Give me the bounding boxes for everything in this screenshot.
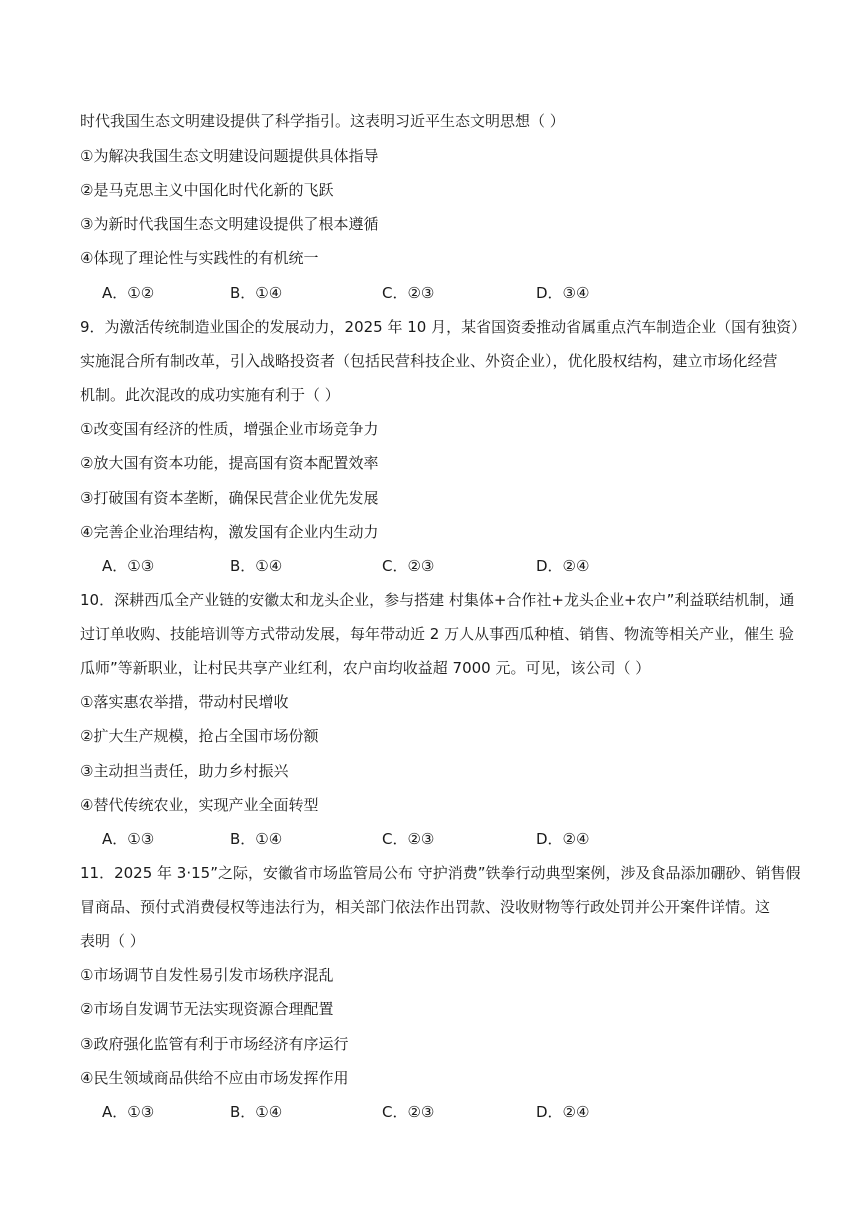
q11-statement-2: ②市场自发调节无法实现资源合理配置 [80, 1000, 334, 1018]
q11-statement-4: ④民生领域商品供给不应由市场发挥作用 [80, 1069, 349, 1087]
q9-statement-1: ①改变国有经济的性质，增强企业市场竞争力 [80, 420, 379, 438]
q8-option-d[interactable]: D．③④ [536, 284, 590, 302]
q8-options [102, 283, 802, 303]
q11-statement-3: ③政府强化监管有利于市场经济有序运行 [80, 1035, 349, 1053]
q10-statement-4: ④替代传统农业，实现产业全面转型 [80, 796, 319, 814]
q11-statement-1: ①市场调节自发性易引发市场秩序混乱 [80, 966, 334, 984]
q11-option-b[interactable]: B．①④ [230, 1103, 283, 1121]
q9-statement-3: ③打破国有资本垄断，确保民营企业优先发展 [80, 489, 379, 507]
q9-option-b[interactable]: B．①④ [230, 557, 283, 575]
q9-statement-4: ④完善企业治理结构，激发国有企业内生动力 [80, 523, 379, 541]
q10-stem-line-2: 过订单收购、技能培训等方式带动发展，每年带动近 2 万人从事西瓜种植、销售、物流等相关产业，催生 验 [80, 625, 794, 643]
q9-option-c[interactable]: C．②③ [382, 557, 435, 575]
q9-option-a[interactable]: A．①③ [102, 557, 155, 575]
q8-option-b[interactable]: B．①④ [230, 284, 283, 302]
q9-stem-line-2: 实施混合所有制改革，引入战略投资者（包括民营科技企业、外资企业），优化股权结构，建立市场化经营 [80, 352, 778, 370]
q8-statement-1: ①为解决我国生态文明建设问题提供具体指导 [80, 147, 379, 165]
q8-statement-3: ③为新时代我国生态文明建设提供了根本遵循 [80, 215, 379, 233]
q9-stem-line-1: 9．为激活传统制造业国企的发展动力，2025 年 10 月，某省国资委推动省属重点汽车制造企业（国有独资） [80, 318, 807, 336]
q11-options [102, 1102, 802, 1122]
q10-option-c[interactable]: C．②③ [382, 830, 435, 848]
q9-statement-2: ②放大国有资本功能，提高国有资本配置效率 [80, 454, 379, 472]
q11-stem-line-2: 冒商品、预付式消费侵权等违法行为，相关部门依法作出罚款、没收财物等行政处罚并公开案件详情。这 [80, 898, 771, 916]
q10-option-a[interactable]: A．①③ [102, 830, 155, 848]
q11-option-c[interactable]: C．②③ [382, 1103, 435, 1121]
q10-statement-2: ②扩大生产规模，抢占全国市场份额 [80, 727, 319, 745]
q8-option-a[interactable]: A．①② [102, 284, 155, 302]
q10-options [102, 829, 802, 849]
q11-option-d[interactable]: D．②④ [536, 1103, 590, 1121]
q10-stem-line-3: 瓜师”等新职业，让村民共享产业红利，农户亩均收益超 7000 元。可见，该公司（ ） [80, 659, 651, 677]
q10-option-b[interactable]: B．①④ [230, 830, 283, 848]
q11-stem-line-1: 11．2025 年 3·15”之际，安徽省市场监管局公布 守护消费”铁拳行动典型案例，涉及食品添加硼砂、销售假 [80, 864, 801, 882]
q11-option-a[interactable]: A．①③ [102, 1103, 155, 1121]
q8-statement-2: ②是马克思主义中国化时代化新的飞跃 [80, 181, 334, 199]
q10-stem-line-1: 10．深耕西瓜全产业链的安徽太和龙头企业，参与搭建 村集体+合作社+龙头企业+农户”利益联结机制，通 [80, 591, 795, 609]
q10-statement-3: ③主动担当责任，助力乡村振兴 [80, 762, 289, 780]
q9-stem-line-3: 机制。此次混改的成功实施有利于（ ） [80, 386, 340, 404]
q9-options [102, 556, 802, 576]
q9-option-d[interactable]: D．②④ [536, 557, 590, 575]
q10-option-d[interactable]: D．②④ [536, 830, 590, 848]
q8-stem-continuation: 时代我国生态文明建设提供了科学指引。这表明习近平生态文明思想（ ） [80, 112, 565, 130]
q10-statement-1: ①落实惠农举措，带动村民增收 [80, 693, 289, 711]
q8-statement-4: ④体现了理论性与实践性的有机统一 [80, 249, 319, 267]
q8-option-c[interactable]: C．②③ [382, 284, 435, 302]
q11-stem-line-3: 表明（ ） [80, 932, 145, 950]
